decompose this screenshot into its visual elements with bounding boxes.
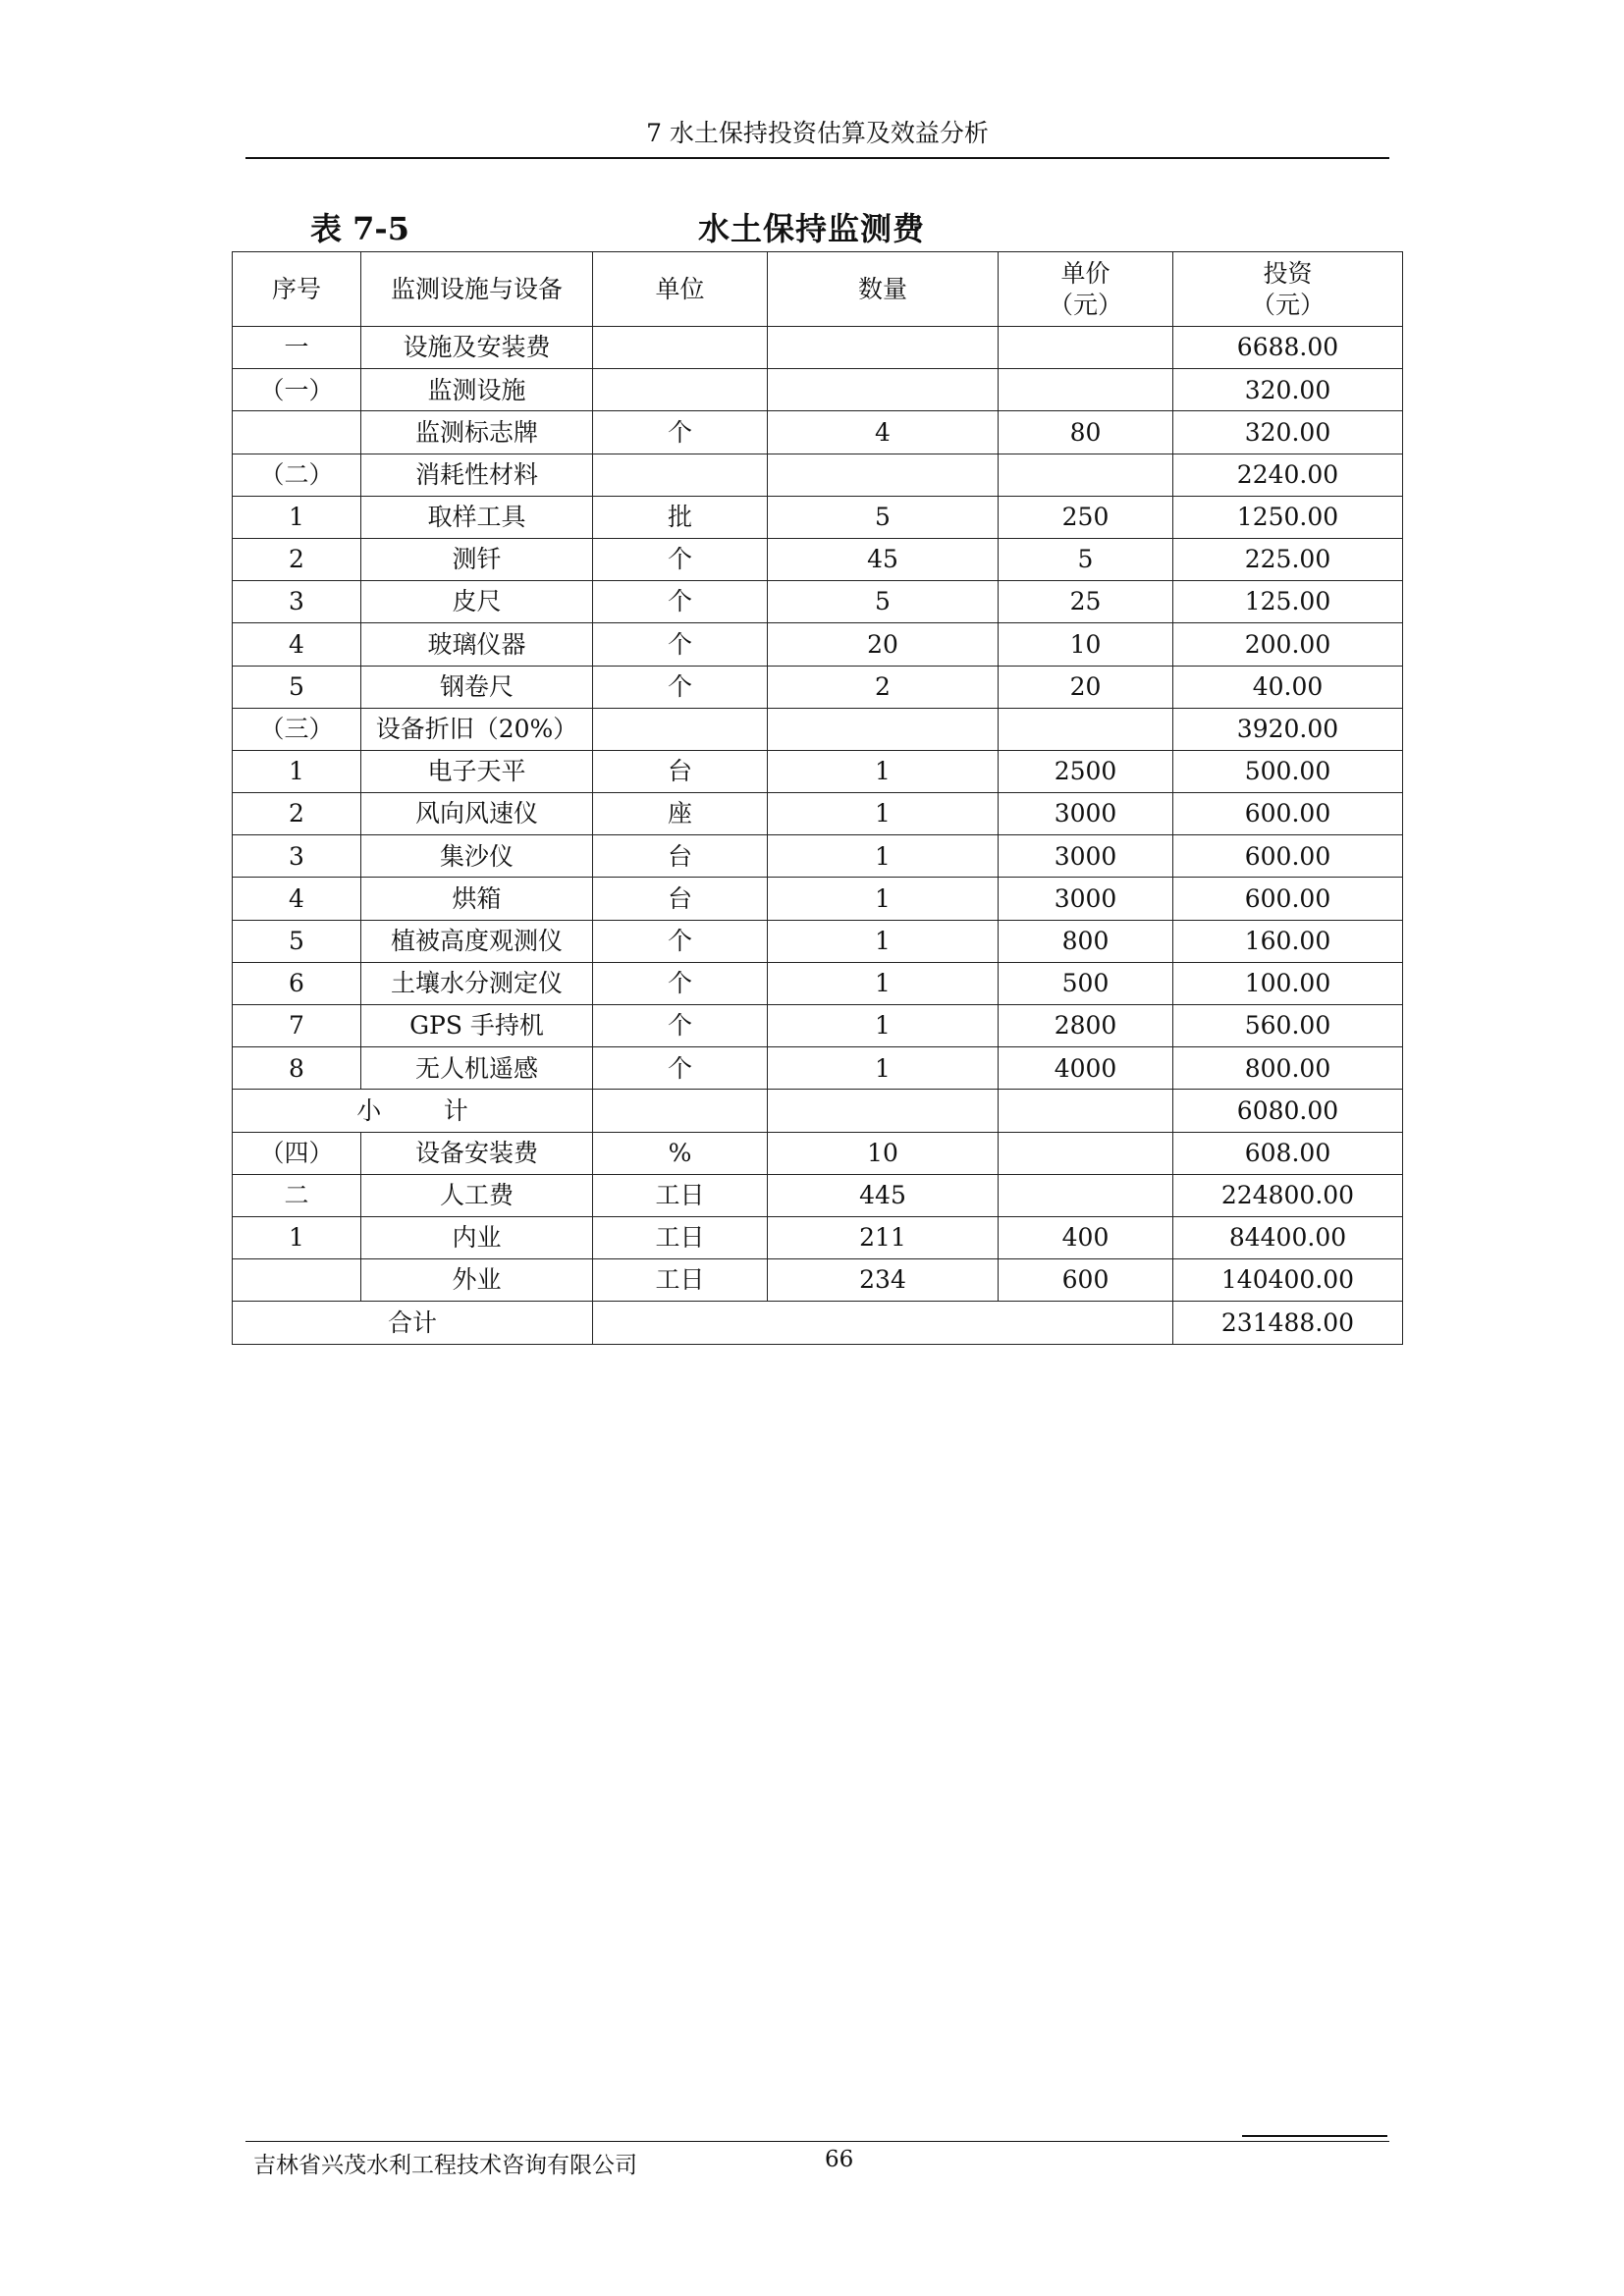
- table-row: [233, 920, 1403, 962]
- cell-item: 钢卷尺: [361, 666, 593, 708]
- cell-qty: [768, 708, 999, 750]
- cell-item: 玻璃仪器: [361, 623, 593, 666]
- column-header-unit: 单位: [593, 252, 768, 327]
- cell-invest: 100.00: [1173, 962, 1403, 1004]
- cell-price: 80: [999, 411, 1173, 454]
- cell-unit: [593, 454, 768, 496]
- header-divider: [245, 157, 1389, 159]
- cell-seq: （四）: [233, 1132, 361, 1174]
- cell-item: 监测设施: [361, 369, 593, 411]
- cell-empty: [999, 1090, 1173, 1132]
- column-header-invest-line1: 投资: [1263, 259, 1313, 289]
- table-row: [233, 327, 1403, 369]
- table-row: [233, 1047, 1403, 1090]
- cell-unit: 个: [593, 1005, 768, 1047]
- cell-item: 无人机遥感: [361, 1047, 593, 1090]
- cell-qty: [768, 454, 999, 496]
- cell-unit: 工日: [593, 1216, 768, 1258]
- cell-seq: 2: [233, 538, 361, 580]
- cell-seq: 2: [233, 793, 361, 835]
- cell-price: 4000: [999, 1047, 1173, 1090]
- cell-item: GPS 手持机: [361, 1005, 593, 1047]
- cell-price: 600: [999, 1259, 1173, 1302]
- cell-seq: [233, 411, 361, 454]
- table-row: [233, 496, 1403, 538]
- cell-item: 风向风速仪: [361, 793, 593, 835]
- cell-invest: 600.00: [1173, 793, 1403, 835]
- cell-invest: 320.00: [1173, 369, 1403, 411]
- cell-seq: 4: [233, 623, 361, 666]
- table-row: [233, 1005, 1403, 1047]
- cell-price: [999, 1132, 1173, 1174]
- cell-invest: 84400.00: [1173, 1216, 1403, 1258]
- footer-divider: [245, 2141, 1389, 2142]
- table-row: [233, 962, 1403, 1004]
- cell-price: 400: [999, 1216, 1173, 1258]
- cell-item: 内业: [361, 1216, 593, 1258]
- cell-unit: 个: [593, 581, 768, 623]
- cell-price: [999, 1174, 1173, 1216]
- cell-price: 250: [999, 496, 1173, 538]
- table-row: [233, 708, 1403, 750]
- cell-qty: 234: [768, 1259, 999, 1302]
- page-header: 7 水土保持投资估算及效益分析: [646, 119, 989, 147]
- cell-unit: 工日: [593, 1174, 768, 1216]
- table-row: [233, 835, 1403, 878]
- cell-invest: 3920.00: [1173, 708, 1403, 750]
- monitoring-cost-table: [232, 251, 1403, 1345]
- cell-item: 皮尺: [361, 581, 593, 623]
- cell-item: 设备安装费: [361, 1132, 593, 1174]
- cell-seq: 8: [233, 1047, 361, 1090]
- cell-price: [999, 708, 1173, 750]
- cell-qty: 211: [768, 1216, 999, 1258]
- cell-invest: 225.00: [1173, 538, 1403, 580]
- cell-qty: 1: [768, 878, 999, 920]
- cell-unit: 个: [593, 538, 768, 580]
- table-row: [233, 581, 1403, 623]
- table-row: [233, 538, 1403, 580]
- column-header-invest-line2: （元）: [1250, 290, 1325, 319]
- cell-item: 消耗性材料: [361, 454, 593, 496]
- cell-qty: 5: [768, 581, 999, 623]
- cell-price: 800: [999, 920, 1173, 962]
- cell-invest: 600.00: [1173, 878, 1403, 920]
- cell-seq: 3: [233, 581, 361, 623]
- footer-company: 吉林省兴茂水利工程技术咨询有限公司: [253, 2153, 637, 2178]
- column-header-price: [999, 252, 1173, 327]
- cell-unit: 个: [593, 1047, 768, 1090]
- cell-item: 电子天平: [361, 750, 593, 792]
- cell-seq: 一: [233, 327, 361, 369]
- table-row: [233, 454, 1403, 496]
- cell-seq: 5: [233, 920, 361, 962]
- cell-price: 20: [999, 666, 1173, 708]
- cell-seq: 1: [233, 1216, 361, 1258]
- cell-invest: 160.00: [1173, 920, 1403, 962]
- cell-seq: 4: [233, 878, 361, 920]
- table-body: [233, 327, 1403, 1345]
- cell-invest: 200.00: [1173, 623, 1403, 666]
- cell-item: 人工费: [361, 1174, 593, 1216]
- column-header-item: 监测设施与设备: [361, 252, 593, 327]
- cell-invest: 600.00: [1173, 835, 1403, 878]
- cell-unit: 个: [593, 666, 768, 708]
- cell-price: 25: [999, 581, 1173, 623]
- cell-price: 5: [999, 538, 1173, 580]
- table-row: [233, 750, 1403, 792]
- cell-qty: 45: [768, 538, 999, 580]
- cell-seq: （二）: [233, 454, 361, 496]
- subtotal-label: 小 计: [233, 1090, 593, 1132]
- cell-item: 设备折旧（20%）: [361, 708, 593, 750]
- cell-unit: [593, 327, 768, 369]
- table-header-row: [233, 252, 1403, 327]
- cell-unit: %: [593, 1132, 768, 1174]
- cell-item: 集沙仪: [361, 835, 593, 878]
- cell-qty: [768, 327, 999, 369]
- column-header-seq: 序号: [233, 252, 361, 327]
- cell-item: 取样工具: [361, 496, 593, 538]
- cell-price: [999, 369, 1173, 411]
- subtotal-invest: 6080.00: [1173, 1090, 1403, 1132]
- cell-qty: 1: [768, 1005, 999, 1047]
- cell-unit: [593, 708, 768, 750]
- cell-invest: 224800.00: [1173, 1174, 1403, 1216]
- cell-price: 500: [999, 962, 1173, 1004]
- cell-item: 土壤水分测定仪: [361, 962, 593, 1004]
- cell-unit: 台: [593, 835, 768, 878]
- cell-item: 植被高度观测仪: [361, 920, 593, 962]
- table-row: [233, 369, 1403, 411]
- cell-qty: 445: [768, 1174, 999, 1216]
- cell-qty: 2: [768, 666, 999, 708]
- footer-rule-short: [1242, 2135, 1387, 2137]
- cell-seq: [233, 1259, 361, 1302]
- cell-unit: 台: [593, 750, 768, 792]
- table-row: [233, 623, 1403, 666]
- cell-invest: 140400.00: [1173, 1259, 1403, 1302]
- cell-invest: 2240.00: [1173, 454, 1403, 496]
- table-row: [233, 666, 1403, 708]
- column-header-price-line2: （元）: [1048, 290, 1122, 319]
- total-invest: 231488.00: [1173, 1302, 1403, 1344]
- cell-empty: [768, 1090, 999, 1132]
- cell-empty: [593, 1090, 768, 1132]
- table-row: [233, 1132, 1403, 1174]
- total-row: [233, 1302, 1403, 1344]
- cell-qty: [768, 369, 999, 411]
- cell-price: 10: [999, 623, 1173, 666]
- cell-seq: 3: [233, 835, 361, 878]
- cell-unit: [593, 369, 768, 411]
- cell-unit: 工日: [593, 1259, 768, 1302]
- cell-qty: 1: [768, 793, 999, 835]
- cell-invest: 40.00: [1173, 666, 1403, 708]
- table-row: [233, 1174, 1403, 1216]
- table-number: 表 7-5: [310, 210, 409, 247]
- cell-qty: 1: [768, 1047, 999, 1090]
- table-row: [233, 411, 1403, 454]
- cell-item: 监测标志牌: [361, 411, 593, 454]
- cell-price: 3000: [999, 835, 1173, 878]
- cell-seq: （三）: [233, 708, 361, 750]
- cell-unit: 个: [593, 623, 768, 666]
- cell-item: 外业: [361, 1259, 593, 1302]
- table-row: [233, 1216, 1403, 1258]
- cell-item: 烘箱: [361, 878, 593, 920]
- table-row: [233, 793, 1403, 835]
- cell-qty: 1: [768, 920, 999, 962]
- cell-invest: 125.00: [1173, 581, 1403, 623]
- cell-qty: 1: [768, 750, 999, 792]
- table-title: 水土保持监测费: [698, 210, 926, 247]
- cell-price: [999, 327, 1173, 369]
- cell-qty: 5: [768, 496, 999, 538]
- cell-qty: 1: [768, 962, 999, 1004]
- cell-seq: 1: [233, 750, 361, 792]
- cell-seq: （一）: [233, 369, 361, 411]
- cell-invest: 800.00: [1173, 1047, 1403, 1090]
- cell-unit: 座: [593, 793, 768, 835]
- total-label: 合计: [233, 1302, 593, 1344]
- cell-price: 3000: [999, 793, 1173, 835]
- column-header-price-line1: 单价: [1060, 259, 1110, 289]
- cell-seq: 1: [233, 496, 361, 538]
- cell-seq: 7: [233, 1005, 361, 1047]
- cell-invest: 608.00: [1173, 1132, 1403, 1174]
- cell-invest: 320.00: [1173, 411, 1403, 454]
- cell-qty: 10: [768, 1132, 999, 1174]
- cell-price: 2800: [999, 1005, 1173, 1047]
- cell-empty: [593, 1302, 1173, 1344]
- cell-qty: 20: [768, 623, 999, 666]
- cell-unit: 个: [593, 920, 768, 962]
- cell-invest: 560.00: [1173, 1005, 1403, 1047]
- cell-unit: 个: [593, 411, 768, 454]
- cell-invest: 500.00: [1173, 750, 1403, 792]
- cell-seq: 5: [233, 666, 361, 708]
- cell-price: [999, 454, 1173, 496]
- cell-item: 设施及安装费: [361, 327, 593, 369]
- cell-price: 3000: [999, 878, 1173, 920]
- cell-seq: 二: [233, 1174, 361, 1216]
- table-row: [233, 878, 1403, 920]
- table-row: [233, 1259, 1403, 1302]
- subtotal-row: [233, 1090, 1403, 1132]
- column-header-qty: 数量: [768, 252, 999, 327]
- cell-seq: 6: [233, 962, 361, 1004]
- cell-unit: 批: [593, 496, 768, 538]
- page-number: 66: [825, 2147, 854, 2172]
- cell-invest: 1250.00: [1173, 496, 1403, 538]
- cell-qty: 1: [768, 835, 999, 878]
- column-header-invest: [1173, 252, 1403, 327]
- cell-unit: 台: [593, 878, 768, 920]
- cell-qty: 4: [768, 411, 999, 454]
- cell-item: 测钎: [361, 538, 593, 580]
- cell-unit: 个: [593, 962, 768, 1004]
- cell-invest: 6688.00: [1173, 327, 1403, 369]
- table-caption: [232, 204, 1402, 247]
- cell-price: 2500: [999, 750, 1173, 792]
